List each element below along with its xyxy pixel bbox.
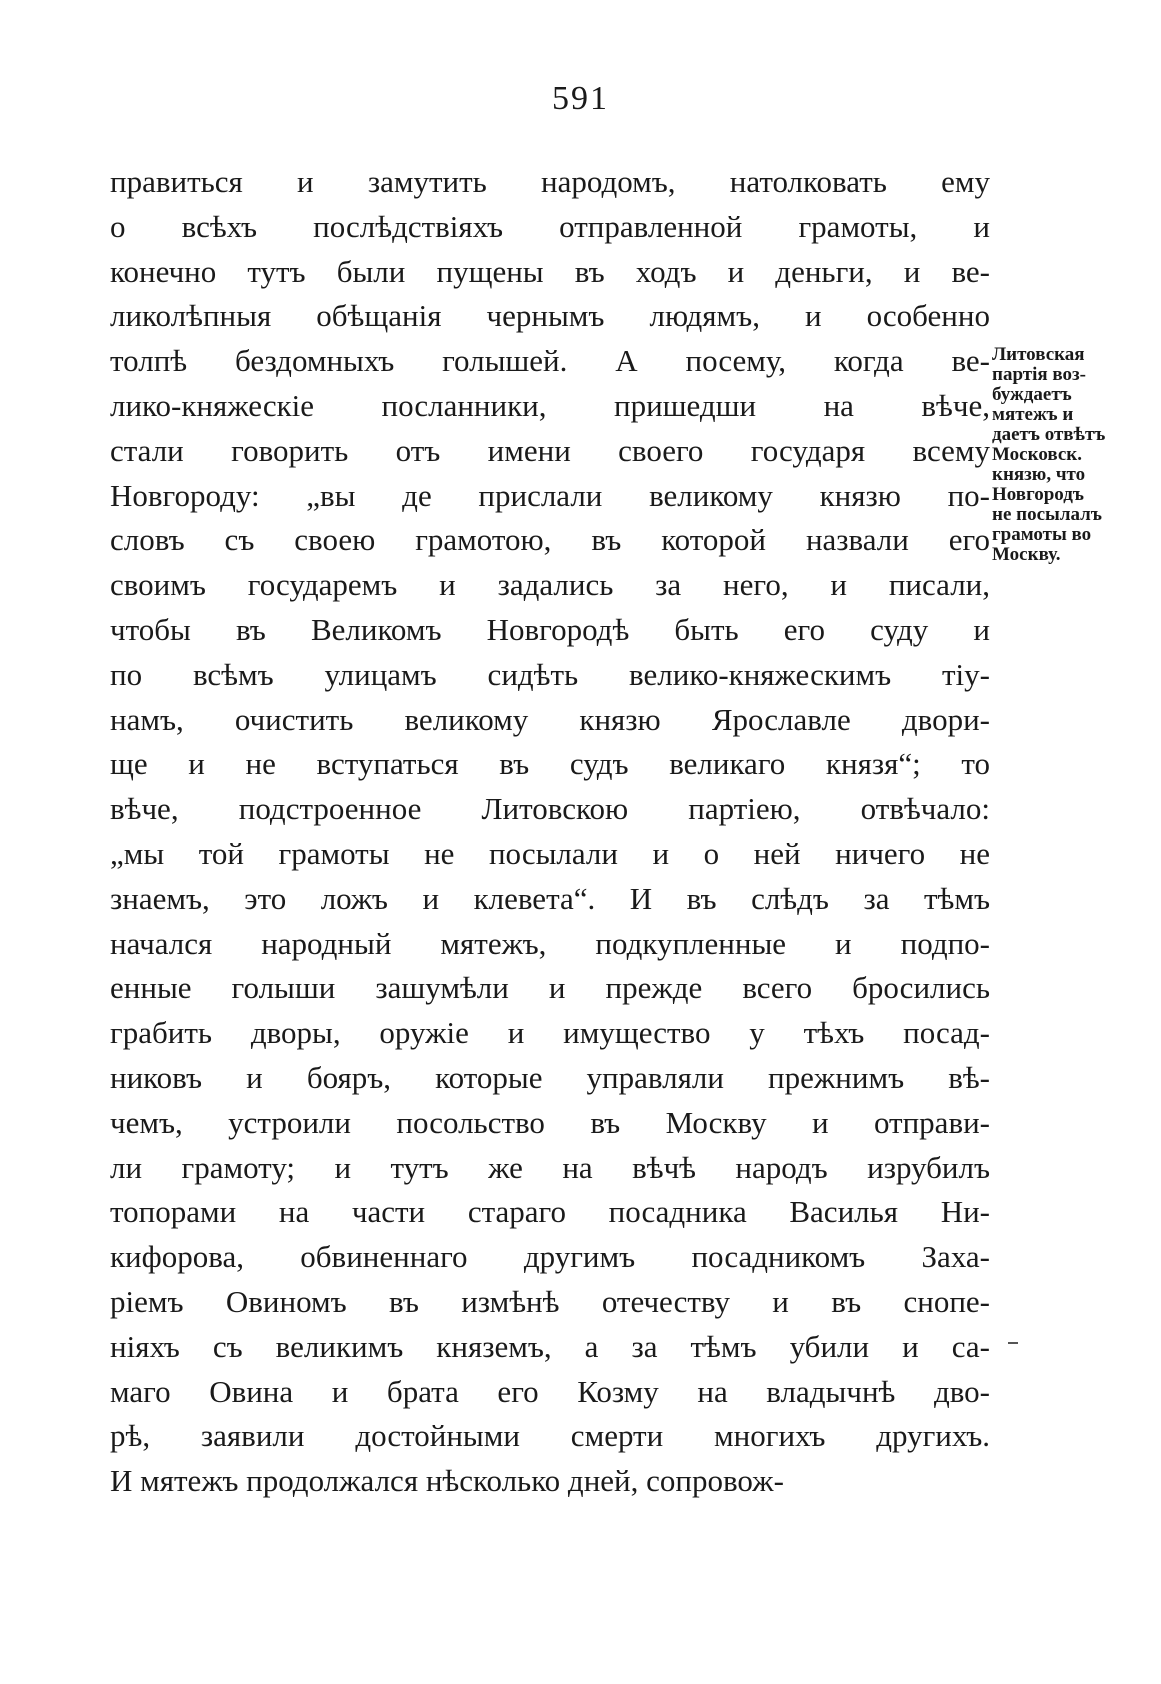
margin-note-line: буждаетъ [992, 384, 1072, 405]
text-line: ріемъ Овиномъ въ измѣнѣ отечеству и въ снопе- [110, 1283, 990, 1319]
text-line: ли грамоту; и тутъ же на вѣчѣ народъ изрубилъ [110, 1149, 990, 1185]
margin-note-line: мятежъ и [992, 404, 1074, 425]
text-line: толпѣ бездомныхъ голышей. А посему, когда ве- [110, 343, 990, 379]
text-line: правиться и замутить народомъ, натолковать ему [110, 164, 990, 199]
text-line: И мятежъ продолжался нѣсколько дней, сопровож- [110, 1463, 784, 1499]
text-line: своимъ государемъ и задались за него, и писали, [110, 567, 990, 603]
text-line: ликолѣпныя обѣщанія чернымъ людямъ, и особенно [110, 298, 990, 334]
text-line: никовъ и бояръ, которые управляли прежнимъ вѣ- [110, 1059, 990, 1095]
margin-note-line: Московск. [992, 444, 1082, 465]
margin-note-line: партія воз- [992, 364, 1086, 385]
text-line: стали говорить отъ имени своего государя всему [110, 432, 990, 468]
text-line: рѣ, заявили достойными смерти многихъ другихъ. [110, 1418, 990, 1454]
text-line: кифорова, обвиненнаго другимъ посадникомъ Заха- [110, 1239, 990, 1275]
text-line: ще и не вступаться въ судъ великаго князя“; то [110, 746, 990, 782]
text-line: словъ съ своею грамотою, въ которой назвали его [110, 522, 990, 558]
margin-note-line: Литовская [992, 344, 1085, 365]
text-line: чемъ, устроили посольство въ Москву и отправи- [110, 1104, 990, 1140]
text-line: намъ, очистить великому князю Ярославле двори- [110, 701, 990, 737]
margin-note-line: князю, что [992, 464, 1086, 485]
main-text [110, 160, 990, 1504]
margin-note-line: грамоты во [992, 524, 1092, 545]
margin-note-line: Москву. [992, 544, 1061, 565]
text-line: Новгороду: „вы де прислали великому князю по- [110, 477, 990, 513]
margin-note [992, 345, 1152, 565]
text-line: енные голыши зашумѣли и прежде всего бросились [110, 970, 990, 1006]
text-line: по всѣмъ улицамъ сидѣть велико-княжескимъ тіу- [110, 656, 990, 692]
text-line: вѣче, подстроенное Литовскою партіею, отвѣчало: [110, 791, 990, 827]
text-line: маго Овина и брата его Козму на владычнѣ дво- [110, 1373, 990, 1409]
text-line: грабить дворы, оружіе и имущество у тѣхъ посад- [110, 1015, 990, 1051]
page-number: 591 [552, 80, 609, 117]
text-line: знаемъ, это ложъ и клевета“. И въ слѣдъ за тѣмъ [110, 880, 990, 916]
text-line: топорами на части стараго посадника Василья Ни- [110, 1194, 990, 1230]
text-line: лико-княжескіе посланники, пришедши на вѣче, [110, 387, 990, 423]
text-line: о всѣхъ послѣдствіяхъ отправленной грамоты, и [110, 208, 990, 244]
text-line: ніяхъ съ великимъ княземъ, а за тѣмъ убили и са- [110, 1328, 990, 1364]
margin-note-line: не посылалъ [992, 504, 1102, 525]
text-line: „мы той грамоты не посылали и о ней ничего не [110, 835, 990, 871]
text-line: начался народный мятежъ, подкупленные и подпо- [110, 925, 990, 961]
margin-note-line: Новгородъ [992, 484, 1084, 505]
text-line: конечно тутъ были пущены въ ходъ и деньги, и ве- [110, 253, 990, 289]
margin-note-line: даетъ отвѣтъ [992, 424, 1106, 445]
text-line: чтобы въ Великомъ Новгородѣ быть его суду и [110, 611, 990, 647]
stray-ink-mark [1008, 1342, 1018, 1344]
